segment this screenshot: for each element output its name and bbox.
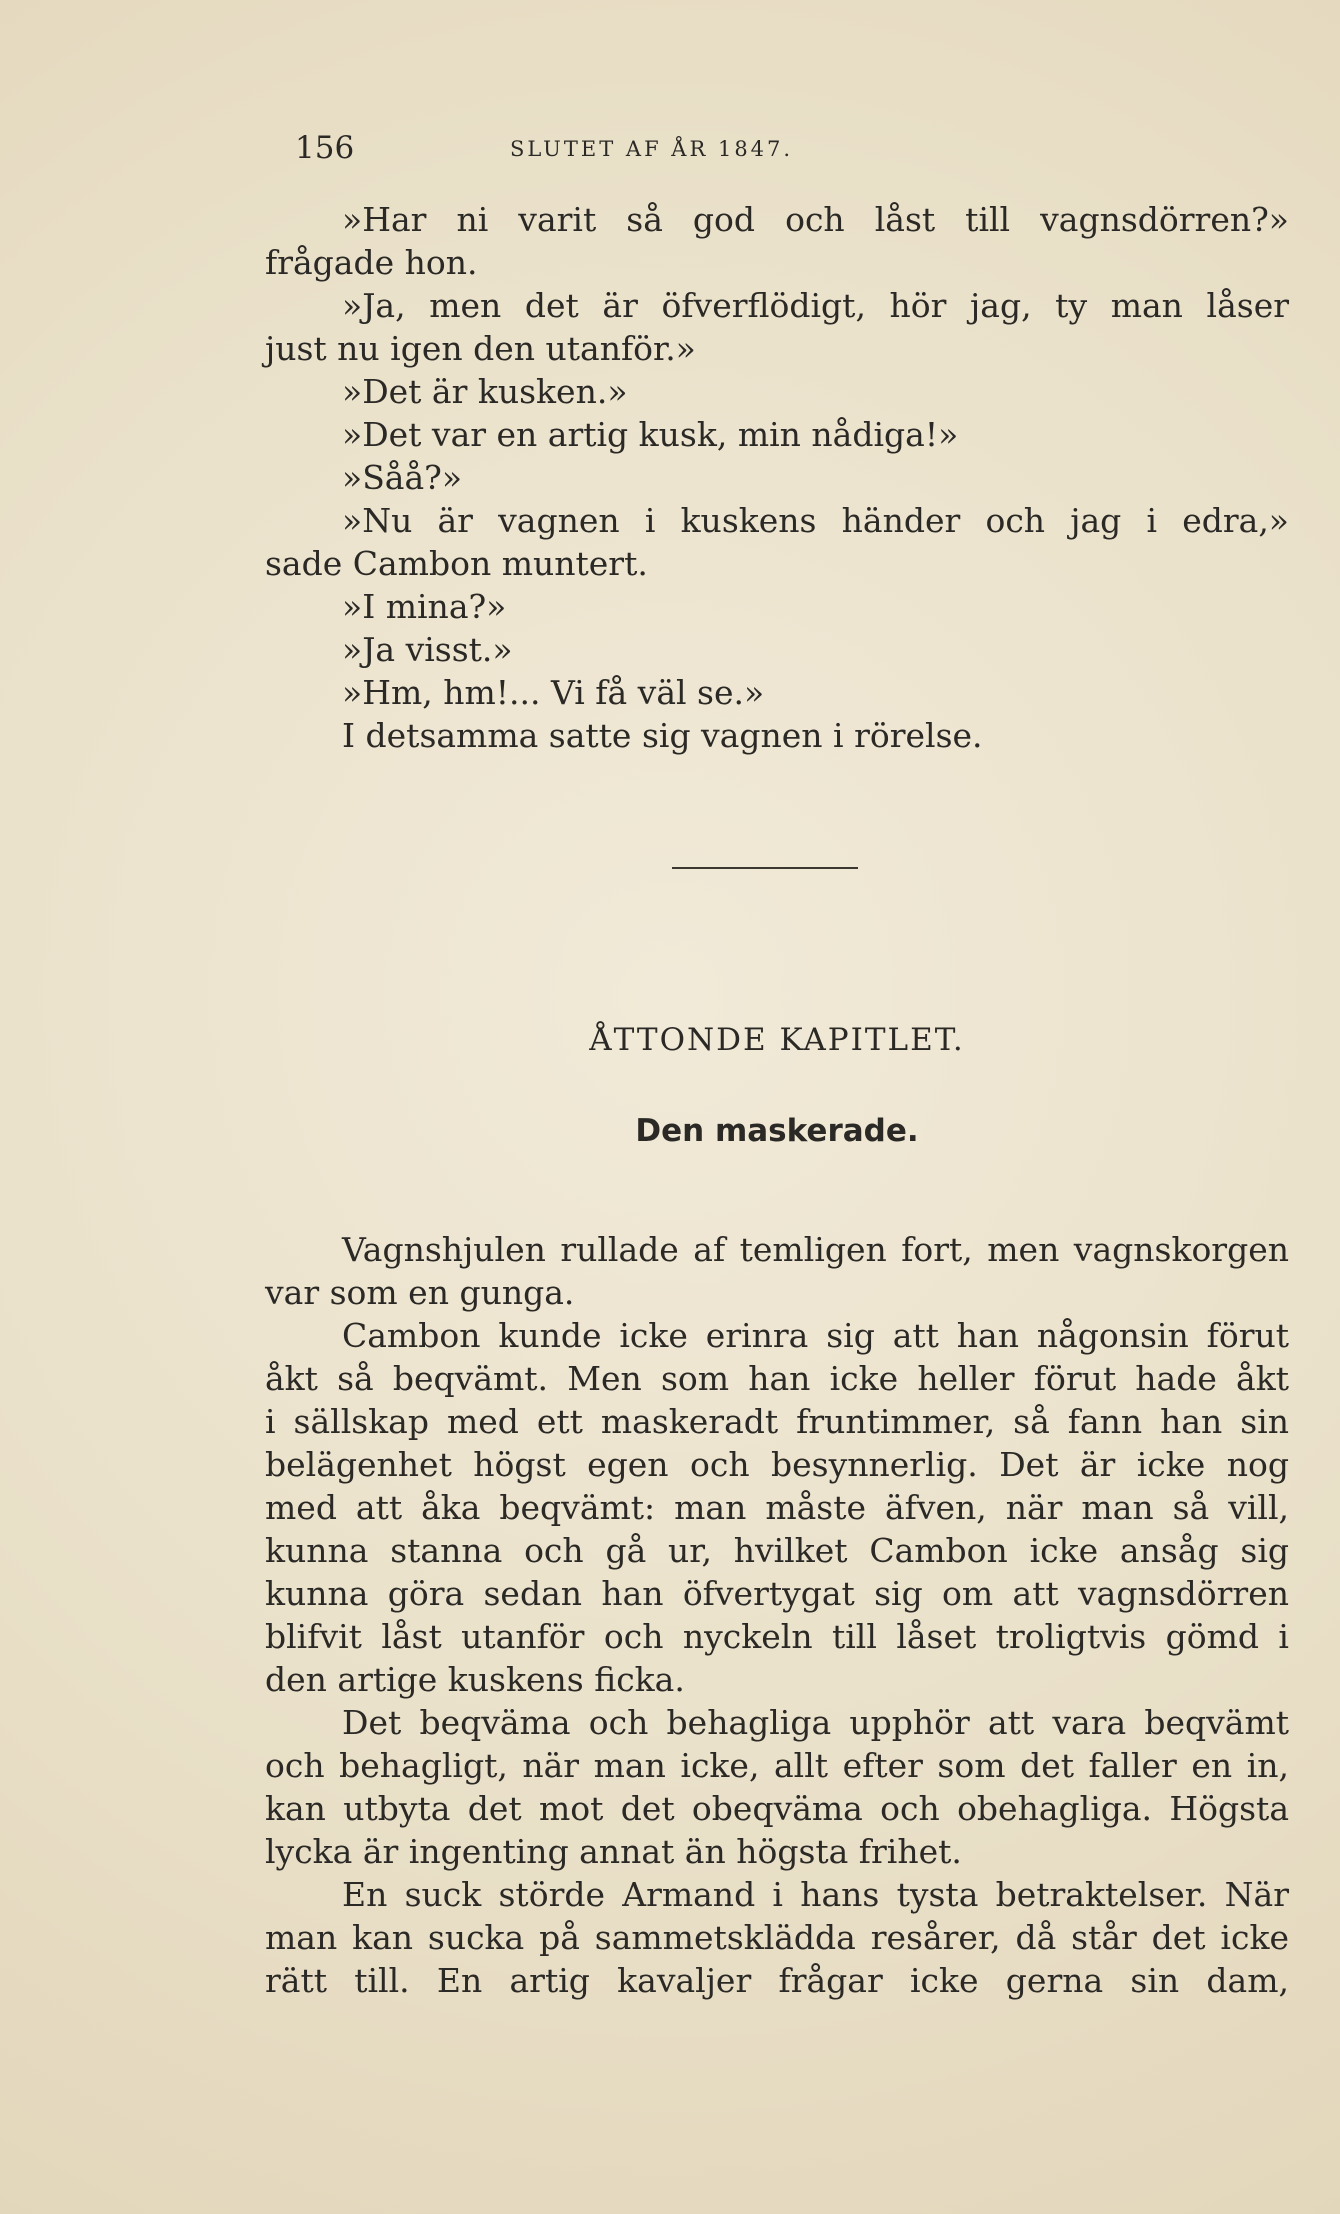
running-head: SLUTET AF ÅR 1847. [510, 137, 794, 161]
text-line: med att åka beqvämt: man måste äfven, när man så vill, [265, 1488, 1289, 1527]
text-line: frågade hon. [265, 243, 478, 282]
text-line: »Hm, hm!... Vi få väl se.» [342, 673, 765, 712]
text-line: i sällskap med ett maskeradt fruntimmer, så fann han sin [265, 1402, 1289, 1441]
chapter-text-block [265, 1228, 1289, 2002]
text-line: »Det var en artig kusk, min nådiga!» [342, 415, 959, 454]
text-line: »Det är kusken.» [342, 372, 628, 411]
text-line: »Har ni varit så god och låst till vagnsdörren?» [342, 200, 1289, 239]
text-line: kunna göra sedan han öfvertygat sig om att vagnsdörren [265, 1574, 1289, 1613]
text-line: man kan sucka på sammetsklädda resårer, då står det icke [265, 1918, 1289, 1957]
text-line: I detsamma satte sig vagnen i rörelse. [342, 716, 983, 755]
dialogue-block [265, 198, 1289, 757]
text-line: »Ja, men det är öfverflödigt, hör jag, ty man låser [342, 286, 1289, 325]
text-line: »Ja visst.» [342, 630, 513, 669]
page-number: 156 [295, 130, 355, 166]
text-line: »Nu är vagnen i kuskens händer och jag i edra,» [342, 501, 1289, 540]
text-line: och behagligt, när man icke, allt efter som det faller en in, [265, 1746, 1289, 1785]
text-line: Det beqväma och behagliga upphör att vara beqvämt [342, 1703, 1289, 1742]
text-line: åkt så beqvämt. Men som han icke heller förut hade åkt [265, 1359, 1289, 1398]
text-line: kunna stanna och gå ur, hvilket Cambon icke ansåg sig [265, 1531, 1289, 1570]
text-line: »I mina?» [342, 587, 507, 626]
text-line: »Såå?» [342, 458, 463, 497]
text-line: just nu igen den utanför.» [265, 329, 696, 368]
chapter-heading: ÅTTONDE KAPITLET. [589, 1022, 965, 1058]
text-line: En suck störde Armand i hans tysta betraktelser. När [342, 1875, 1289, 1914]
text-line: Vagnshjulen rullade af temligen fort, men vagnskorgen [342, 1230, 1289, 1269]
section-separator [672, 867, 858, 869]
text-line: var som en gunga. [265, 1273, 575, 1312]
chapter-title: Den maskerade. [635, 1113, 919, 1149]
text-line: Cambon kunde icke erinra sig att han någonsin förut [342, 1316, 1289, 1355]
page-header [295, 128, 1035, 168]
text-line: sade Cambon muntert. [265, 544, 648, 583]
text-line: belägenhet högst egen och besynnerlig. Det är icke nog [265, 1445, 1289, 1484]
text-line: kan utbyta det mot det obeqväma och obehagliga. Högsta [265, 1789, 1289, 1828]
text-line: rätt till. En artig kavaljer frågar icke gerna sin dam, [265, 1961, 1289, 2000]
text-line: blifvit låst utanför och nyckeln till låset troligtvis gömd i [265, 1617, 1289, 1656]
text-line: lycka är ingenting annat än högsta frihet. [265, 1832, 962, 1871]
text-line: den artige kuskens ficka. [265, 1660, 685, 1699]
